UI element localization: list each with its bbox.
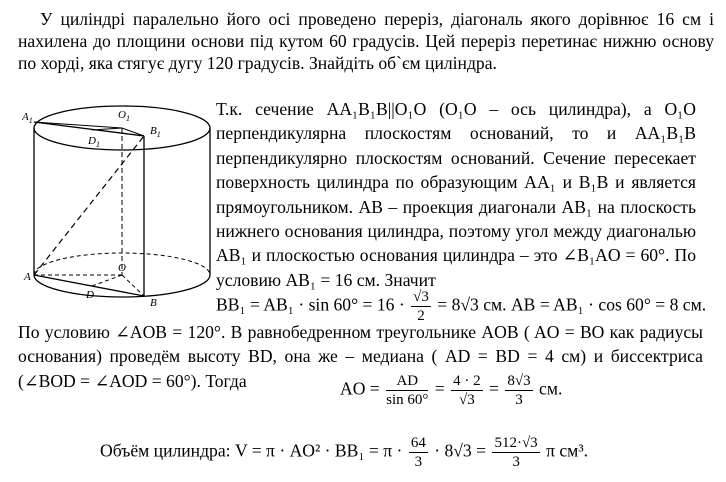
label-a: A [24,271,31,283]
label-o1: $O_1$ [118,109,130,123]
problem-statement: У циліндрі паралельно його осі проведено переріз, діагональ якого дорівнює 16 см і нахилена до площини основи під кутом 60 градусів. Цей переріз перетинає нижню основу по хорді, яка стягує дугу 120 градусів. Знайдіть об`єм циліндра. [18,9,714,73]
label-a1: $A_1$ [22,111,33,125]
formula-bb1-ab: BB₁ = AB₁ · sin 60° = 16 · $\frac{√3}{2}$ = 8√3 см. AB = AB₁ · cos 60° = 8 см. [216,289,707,324]
formula-ao: AO = $\frac{AD}{\sin 60^\circ}$ = $\frac{4 \cdot 2}{√3}$ = $\frac{8√3}{3}$ см. [340,373,563,408]
label-b: B [150,297,157,309]
diagonal-a-b1 [34,136,144,275]
edge-a1-b1 [34,122,144,136]
cylinder-figure [22,100,212,325]
fraction-512sqrt3-3: $\frac{512\cdot√3}{3}$ [494,435,538,470]
solution-paragraph-1: Т.к. сечение AA₁B₁B||O₁O (O₁O – ось цилиндра), а O₁O перпендикулярна плоскостям оснований, то и AA₁B₁B перпендикулярно плоскостям оснований. Сечение пересекает поверхность цилиндра по образующим AA₁ и B₁B и является прямоугольником. AB – проекция диагонали AB₁ на плоскость нижнего основания цилиндра, поэтому угол между диагональю AB₁ и плоскостью основания цилиндра – это ∠B₁AO = 60°. По условию AB₁ = 16 см. Значит [216,99,696,290]
fraction-8sqrt3-3: $\frac{8√3}{3}$ [507,373,531,408]
fraction-8-sqrt3: $\frac{4 \cdot 2}{√3}$ [453,373,481,408]
solution-paragraph-2: По условию ∠AOB = 120°. В равнобедренном треугольнике AOB ( AO = BO как радиусы основания) проведём высоту BD, она же – медиана ( AD = BD = 4 см) и биссектриса (∠BOD = ∠AOD = 60°). Тогда [18,322,703,391]
bottom-base-front [34,275,210,297]
solution-column [216,97,696,292]
fraction-64-3: $\frac{64}{3}$ [410,435,426,470]
formula-volume: Объём цилиндра: V = π · AO² · BB₁ = π · $\frac{64}{3}$ · 8√3 = $\frac{512\cdot√3}{3}$ π см³. [100,435,588,470]
label-b1: $B_1$ [150,125,161,139]
fraction-sqrt3-over-2: $\frac{√3}{2}$ [413,289,429,324]
label-d: D [86,289,94,301]
fraction-ad-sin60: $\frac{AD}{\sin 60^\circ}$ [386,373,429,408]
label-d1: $D_1$ [88,135,100,149]
label-o: O [118,262,126,274]
